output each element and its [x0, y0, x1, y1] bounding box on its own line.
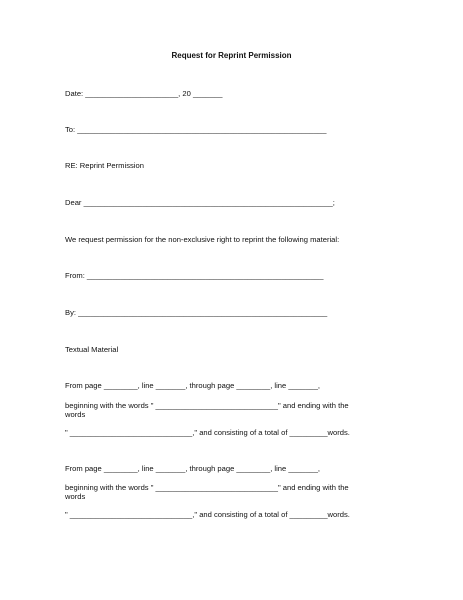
- textual-material-heading: Textual Material: [65, 345, 119, 354]
- block1-from-page-line: From page ________, line _______, through page ________, line _______,: [65, 381, 321, 390]
- re-line: RE: Reprint Permission: [65, 161, 144, 170]
- block1-consisting-line: " _____________________________," and consisting of a total of _________words.: [65, 428, 350, 437]
- document-title: Request for Reprint Permission: [171, 51, 292, 60]
- block2-from-page-line: From page ________, line _______, through page ________, line _______,: [65, 464, 321, 473]
- request-statement: We request permission for the non-exclusive right to reprint the following material:: [65, 235, 340, 244]
- block2-consisting-line: " _____________________________," and consisting of a total of _________words.: [65, 510, 350, 519]
- date-line: Date: ______________________, 20 _______: [65, 89, 223, 98]
- from-line: From: ________________________________________________________: [65, 271, 324, 280]
- to-line: To: ___________________________________________________________: [65, 125, 327, 134]
- block1-beginning-line: beginning with the words " _____________________________" and ending with the: [65, 401, 349, 410]
- block2-beginning-line: beginning with the words " _____________________________" and ending with the: [65, 483, 349, 492]
- by-line: By: ___________________________________________________________: [65, 308, 328, 317]
- block2-words-line: words: [65, 492, 86, 501]
- block1-words-line: words: [65, 410, 86, 419]
- dear-line: Dear ___________________________________________________________;: [65, 198, 335, 207]
